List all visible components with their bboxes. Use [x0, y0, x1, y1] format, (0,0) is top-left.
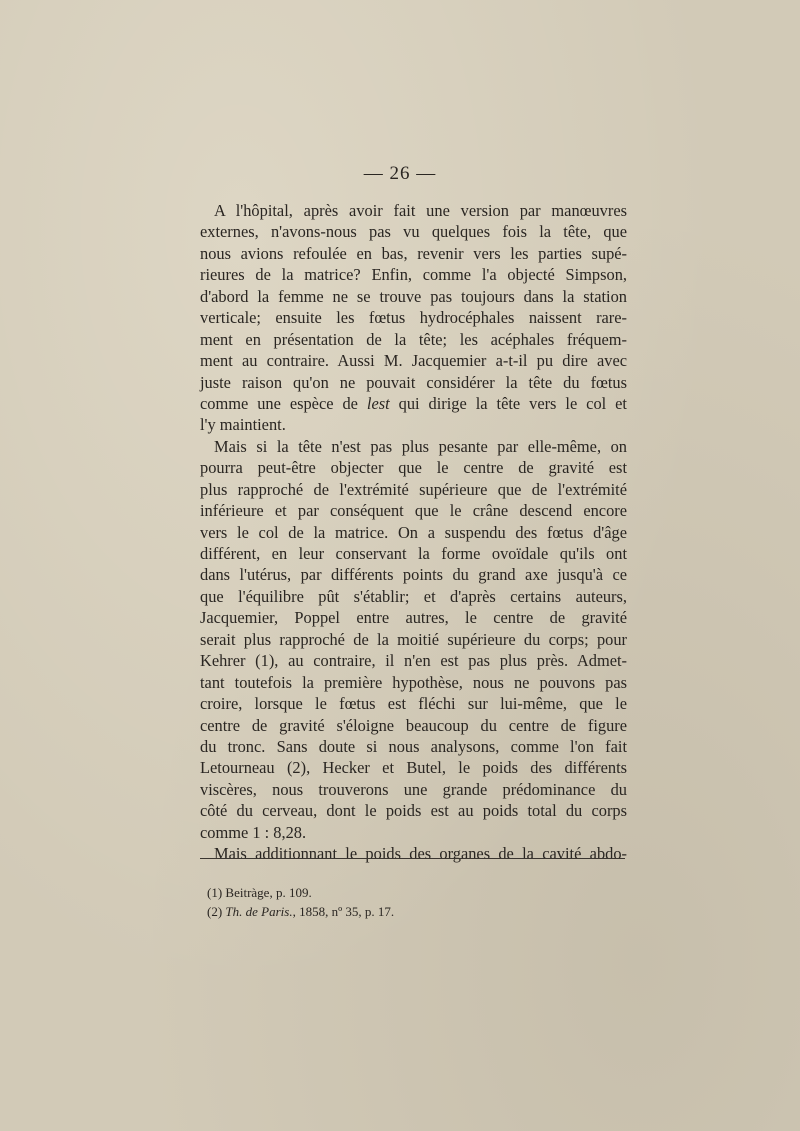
text-line: dans l'utérus, par différents points du grand axe jusqu'à ce [200, 565, 627, 585]
text-line: croire, lorsque le fœtus est fléchi sur lui-même, que le [200, 694, 627, 714]
text-line: ment en présentation de la tête; les acéphales fréquem- [200, 329, 627, 349]
page-number: — 26 — [363, 163, 437, 184]
text-line: verticale; ensuite les fœtus hydrocéphales naissent rare- [200, 308, 627, 328]
text-line: A l'hôpital, après avoir fait une version par manœuvres [214, 201, 627, 220]
text-line: Mais additionnant le poids des organes de la cavité abdo- [214, 844, 627, 864]
text-line [200, 393, 627, 414]
footnotes [207, 883, 627, 921]
text-line: externes, n'avons-nous pas vu quelques fois la tête, que [200, 222, 627, 242]
italic-word: lest [366, 393, 390, 413]
text-fragment: qui dirige la tête vers le col et [389, 393, 627, 413]
text-line: comme 1 : 8,28. [200, 822, 307, 842]
body-text [200, 200, 627, 865]
text-line: serait plus rapproché de la moitié supérieure du corps; pour [200, 629, 627, 649]
text-line: l'y maintient. [200, 415, 286, 435]
footnote-2 [207, 902, 627, 921]
text-line: juste raison qu'on ne pouvait considérer la tête du fœtus [200, 372, 627, 392]
footnote-italic: Th. de Paris. [225, 904, 293, 919]
footnote-marker: (2) [207, 904, 226, 919]
text-line: plus rapproché de l'extrémité supérieure que de l'extrémité [200, 479, 627, 499]
text-line: nous avions refoulée en bas, revenir vers les parties supé- [200, 243, 627, 263]
footnote-divider [200, 858, 625, 859]
text-line: centre de gravité s'éloigne beaucoup du centre de figure [200, 715, 627, 735]
footnote-1: (1) Beitràge, p. 109. [207, 885, 312, 900]
text-line: Letourneau (2), Hecker et Butel, le poids des différents [200, 758, 627, 778]
text-line: tant toutefois la première hypothèse, nous ne pouvons pas [200, 672, 627, 692]
text-line: viscères, nous trouverons une grande prédominance du [200, 779, 627, 799]
text-line: ment au contraire. Aussi M. Jacquemier a-t-il pu dire avec [200, 351, 627, 371]
text-line: pourra peut-être objecter que le centre de gravité est [200, 458, 627, 478]
text-line: d'abord la femme ne se trouve pas toujours dans la station [200, 286, 627, 306]
text-line: différent, en leur conservant la forme ovoïdale qu'ils ont [200, 544, 627, 563]
text-line: du tronc. Sans doute si nous analysons, comme l'on fait [200, 736, 627, 756]
text-line: rieures de la matrice? Enfin, comme l'a objecté Simpson, [200, 265, 627, 285]
text-line: que l'équilibre pût s'établir; et d'après certains auteurs, [200, 586, 627, 606]
text-line: côté du cerveau, dont le poids est au poids total du corps [200, 801, 627, 821]
text-line: vers le col de la matrice. On a suspendu des fœtus d'âge [200, 522, 627, 542]
text-fragment: comme une espèce de [200, 393, 358, 413]
footnote-rest: , 1858, nº 35, p. 17. [292, 904, 395, 919]
text-line: Mais si la tête n'est pas plus pesante par elle-même, on [214, 436, 627, 456]
text-line: inférieure et par conséquent que le crâne descend encore [200, 501, 627, 521]
text-line: Kehrer (1), au contraire, il n'en est pas plus près. Admet- [200, 651, 627, 671]
text-line: Jacquemier, Poppel entre autres, le centre de gravité [200, 608, 627, 628]
